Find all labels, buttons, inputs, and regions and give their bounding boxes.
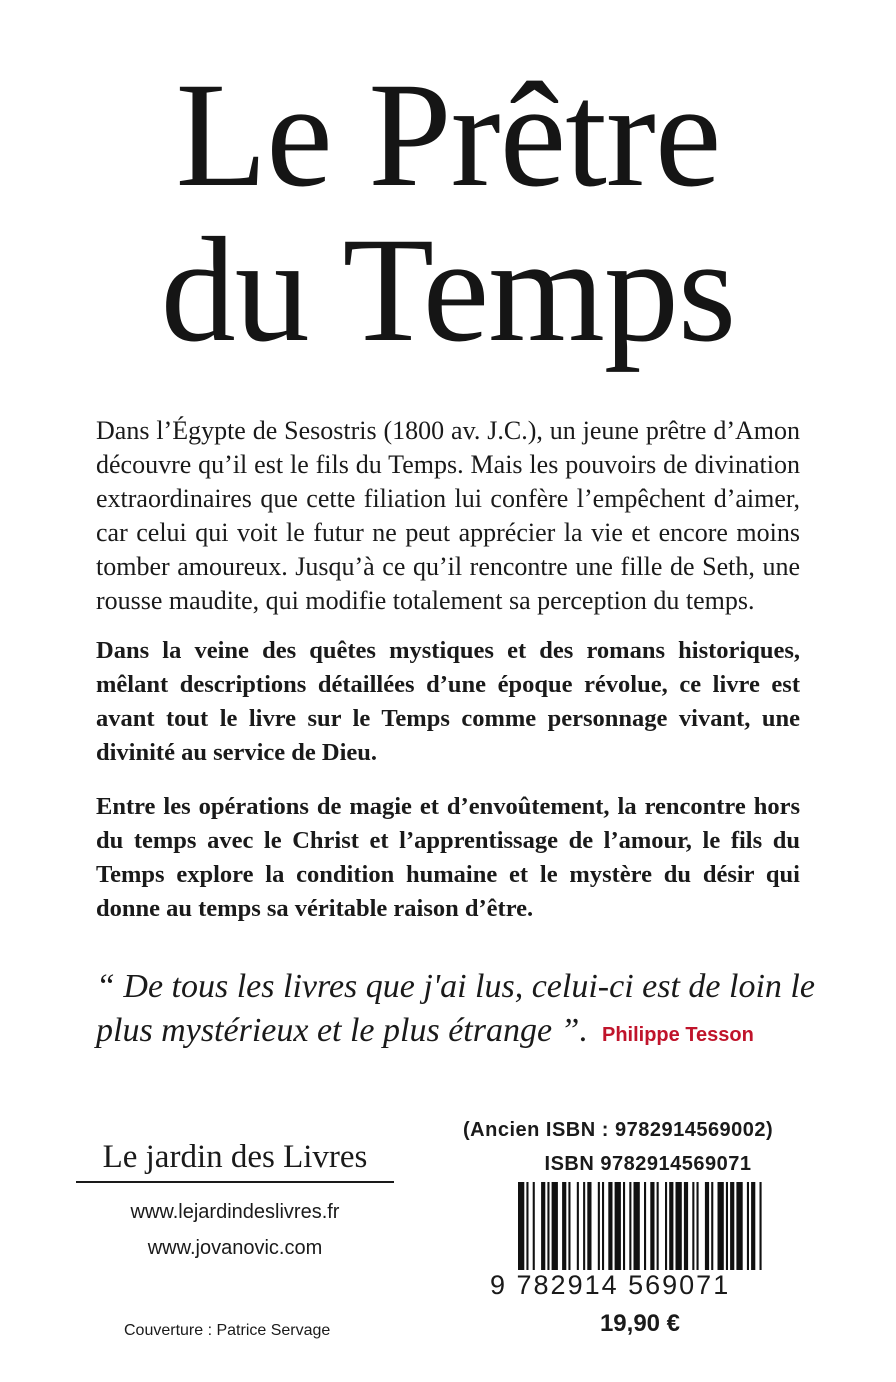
barcode-bar bbox=[615, 1182, 621, 1270]
synopsis-paragraph-2: Dans la veine des quêtes mystiques et des romans historiques, mêlant descriptions détaillées d’une époque révolue, ce livre est avant tout le livre sur le Temps comme personnage vivant, une divinité au service de Dieu. bbox=[96, 637, 800, 766]
barcode-bar bbox=[705, 1182, 709, 1270]
publisher-url-1[interactable]: www.lejardindeslivres.fr bbox=[130, 1201, 340, 1223]
barcode-bar bbox=[676, 1182, 682, 1270]
barcode-bar bbox=[562, 1182, 566, 1270]
barcode-bar bbox=[541, 1182, 545, 1270]
barcode-bar bbox=[665, 1182, 667, 1270]
barcode-bar bbox=[726, 1182, 728, 1270]
publisher-url-2[interactable]: www.jovanovic.com bbox=[147, 1237, 323, 1259]
barcode-bar bbox=[657, 1182, 659, 1270]
review-quote-author: Philippe Tesson bbox=[601, 1024, 754, 1046]
barcode-bar bbox=[669, 1182, 673, 1270]
barcode-digits: 9 782914 569071 bbox=[490, 1270, 731, 1300]
barcode-bar bbox=[711, 1182, 713, 1270]
barcode-bar bbox=[608, 1182, 612, 1270]
barcode-bar bbox=[692, 1182, 694, 1270]
barcode-bar bbox=[747, 1182, 749, 1270]
barcode-bar bbox=[760, 1182, 762, 1270]
book-title-line-2: du Temps bbox=[160, 207, 736, 373]
barcode-bar bbox=[736, 1182, 742, 1270]
publisher-name: Le jardin des Livres bbox=[102, 1139, 368, 1175]
barcode-bar bbox=[518, 1182, 524, 1270]
book-title-line-1: Le Prêtre bbox=[175, 52, 721, 218]
barcode-bar bbox=[623, 1182, 625, 1270]
barcode-bar bbox=[634, 1182, 640, 1270]
barcode-bar bbox=[650, 1182, 654, 1270]
barcode-bar bbox=[730, 1182, 734, 1270]
synopsis-paragraph-1: Dans l’Égypte de Sesostris (1800 av. J.C.), un jeune prêtre d’Amon découvre qu’il est le fils du Temps. Mais les pouvoirs de divination extraordinaires que cette filiation lui confère l’empêchent d’aimer, car celui qui voit le futur ne peut apprécier la vie et encore moins tomber amoureux. Jusqu’à ce qu’il rencontre une fille de Seth, une rousse maudite, qui modifie totalement sa perception du temps. bbox=[96, 416, 800, 615]
publisher-underline bbox=[76, 1181, 394, 1183]
barcode-bars-icon bbox=[490, 1182, 772, 1270]
barcode-bar bbox=[598, 1182, 600, 1270]
barcode-bar bbox=[644, 1182, 646, 1270]
barcode-bar bbox=[526, 1182, 528, 1270]
barcode-bar bbox=[751, 1182, 755, 1270]
barcode-bar bbox=[533, 1182, 535, 1270]
synopsis-paragraph-3: Entre les opérations de magie et d’envoûtement, la rencontre hors du temps avec le Christ et l’apprentissage de l’amour, le fils du Temps explore la condition humaine et le mystère du désir qui donne au temps sa véritable raison d’être. bbox=[96, 793, 800, 922]
barcode-bar bbox=[568, 1182, 570, 1270]
isbn: ISBN 9782914569071 bbox=[544, 1153, 752, 1175]
barcode-bar bbox=[552, 1182, 558, 1270]
price: 19,90 € bbox=[599, 1310, 681, 1337]
cover-credit: Couverture : Patrice Servage bbox=[124, 1322, 331, 1339]
review-quote-text: “ De tous les livres que j'ai lus, celui-ci est de loin le plus mystérieux et le plus étrange ”. bbox=[96, 968, 815, 1049]
barcode-bar bbox=[697, 1182, 699, 1270]
barcode-bar bbox=[602, 1182, 604, 1270]
barcode-bar bbox=[547, 1182, 549, 1270]
barcode-bar bbox=[583, 1182, 585, 1270]
barcode-bar bbox=[629, 1182, 631, 1270]
barcode-bar bbox=[577, 1182, 579, 1270]
barcode-bar bbox=[684, 1182, 688, 1270]
barcode-bar bbox=[587, 1182, 591, 1270]
barcode bbox=[490, 1178, 772, 1308]
barcode-bar bbox=[718, 1182, 724, 1270]
old-isbn: (Ancien ISBN : 9782914569002) bbox=[463, 1119, 774, 1141]
review-quote bbox=[96, 965, 826, 1057]
